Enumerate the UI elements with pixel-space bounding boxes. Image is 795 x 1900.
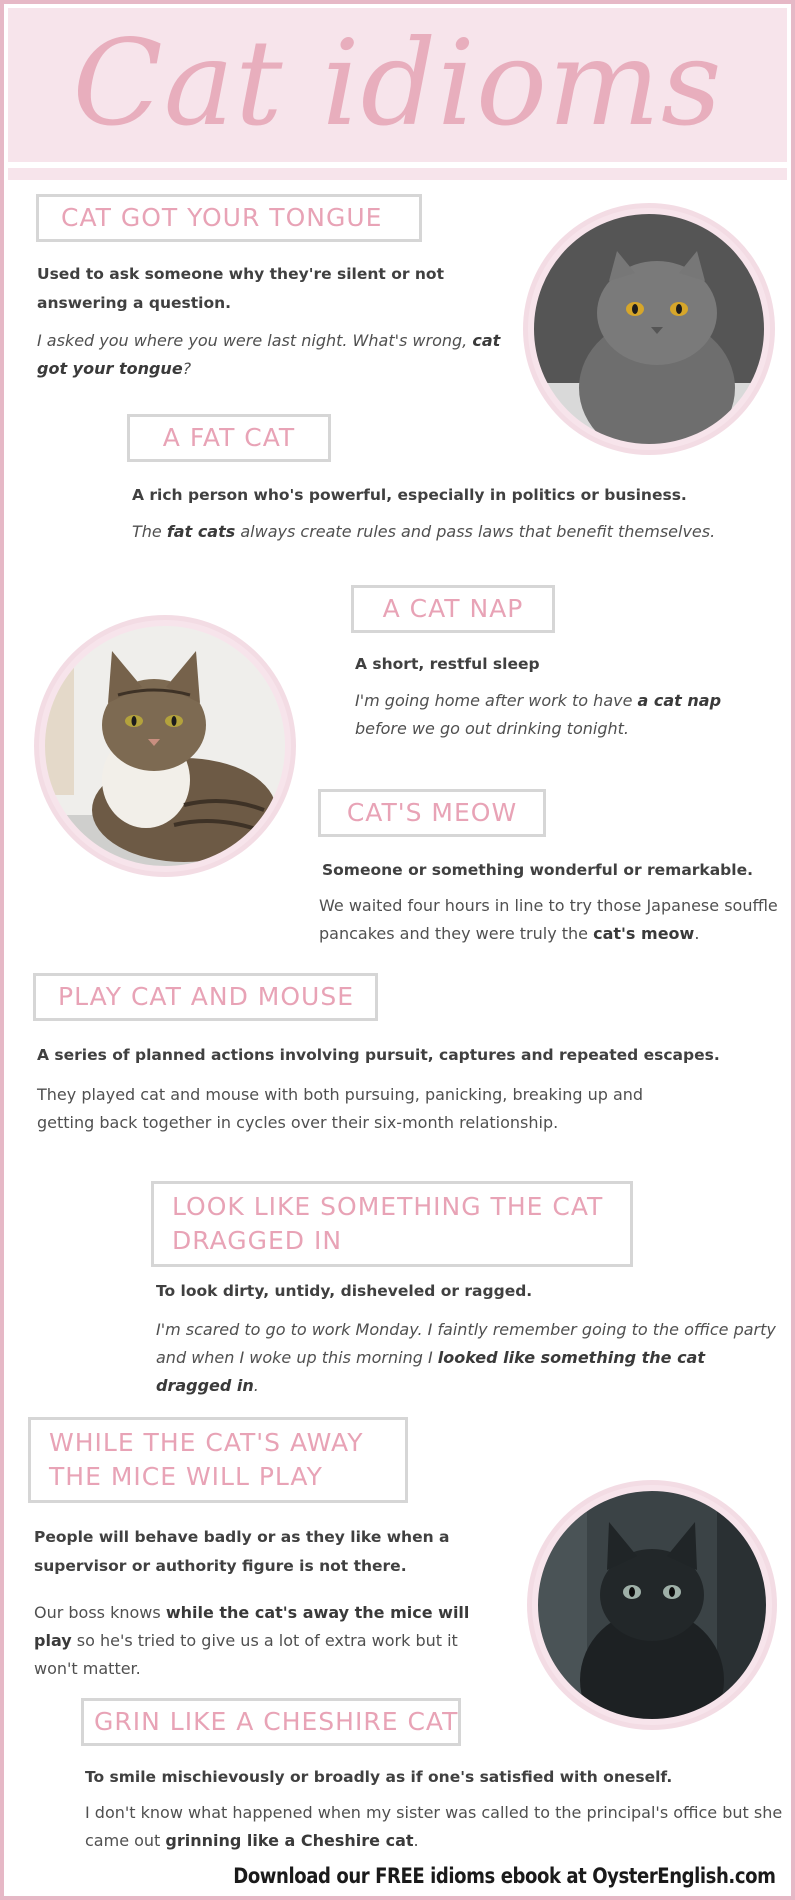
idiom-definition: Someone or something wonderful or remarkable.: [322, 861, 753, 879]
idiom-example: I'm scared to go to work Monday. I faintly remember going to the office party and when I woke up this morning I looked like something the cat dragged in.: [156, 1320, 776, 1395]
idiom-heading-a-fat-cat: A FAT CAT: [127, 414, 331, 462]
heading-line-2: THE MICE WILL PLAY: [49, 1462, 323, 1491]
grey-cat-photo-icon: [523, 203, 775, 455]
header-band: [8, 168, 787, 180]
idiom-example: We waited four hours in line to try those Japanese souffle pancakes and they were truly the cat's meow.: [319, 896, 778, 943]
tabby-cat-illustration: [34, 615, 296, 877]
footer-download-link[interactable]: Download our FREE idioms ebook at OysterEnglish.com: [232, 1864, 775, 1888]
heading-line-2: DRAGGED IN: [172, 1226, 343, 1255]
idiom-definition: Used to ask someone why they're silent or not answering a question.: [37, 265, 444, 312]
idiom-example: Our boss knows while the cat's away the mice will play so he's tried to give us a lot of extra work but it won't matter.: [34, 1603, 470, 1678]
idiom-definition: A series of planned actions involving pursuit, captures and repeated escapes.: [37, 1046, 720, 1064]
idiom-heading-grin-like-a-cheshire-cat: GRIN LIKE A CHESHIRE CAT: [81, 1698, 461, 1746]
grey-cat-illustration: [523, 203, 775, 455]
idiom-heading-cats-meow: CAT'S MEOW: [318, 789, 546, 837]
idiom-example: I don't know what happened when my sister was called to the principal's office but she came out grinning like a Cheshire cat.: [85, 1803, 783, 1850]
idiom-example: I asked you where you were last night. What's wrong, cat got your tongue?: [37, 331, 501, 378]
idiom-definition: People will behave badly or as they like when a supervisor or authority figure is not there.: [34, 1528, 450, 1575]
heading-line-1: WHILE THE CAT'S AWAY: [49, 1428, 364, 1457]
idiom-heading-a-cat-nap: A CAT NAP: [351, 585, 555, 633]
idiom-definition: To smile mischievously or broadly as if one's satisfied with oneself.: [85, 1768, 673, 1786]
black-cat-photo-icon: [527, 1480, 777, 1730]
idiom-example: The fat cats always create rules and pass laws that benefit themselves.: [132, 522, 716, 541]
idiom-heading-while-the-cats-away: [28, 1417, 408, 1503]
idiom-heading-cat-got-your-tongue: CAT GOT YOUR TONGUE: [36, 194, 422, 242]
idiom-example: They played cat and mouse with both pursuing, panicking, breaking up and getting back together in cycles over their six-month relationship.: [37, 1085, 644, 1132]
tabby-cat-photo-icon: [34, 615, 296, 877]
idiom-definition: A short, restful sleep: [355, 655, 540, 673]
idiom-heading-play-cat-and-mouse: PLAY CAT AND MOUSE: [33, 973, 378, 1021]
idiom-example: I'm going home after work to have a cat nap before we go out drinking tonight.: [355, 691, 722, 738]
idiom-heading-look-like-something-the-cat-dragged-in: [151, 1181, 633, 1267]
heading-line-1: LOOK LIKE SOMETHING THE CAT: [172, 1192, 604, 1221]
idiom-definition: To look dirty, untidy, disheveled or ragged.: [156, 1282, 533, 1300]
page-title: Cat idioms: [72, 14, 723, 152]
idiom-definition: A rich person who's powerful, especially in politics or business.: [132, 486, 687, 504]
black-cat-illustration: [527, 1480, 777, 1730]
